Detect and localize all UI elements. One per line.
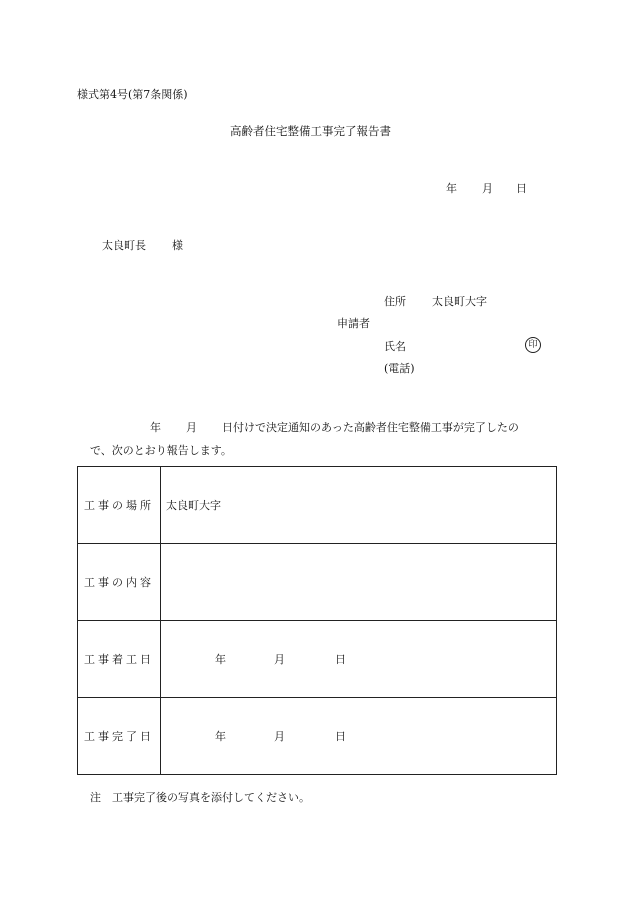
start-day: 日: [335, 653, 346, 666]
name-label: 氏名: [384, 340, 406, 353]
body-line1: 日付けで決定通知のあった高齢者住宅整備工事が完了したの: [222, 421, 519, 434]
row-label-completion-date: 工事完了日: [78, 698, 161, 775]
address-label: 住所: [384, 295, 406, 308]
start-month: 月: [274, 653, 285, 666]
row-label-start-date: 工事着工日: [78, 621, 161, 698]
seal-mark: 印: [525, 337, 541, 353]
document-title: 高齢者住宅整備工事完了報告書: [230, 124, 391, 138]
table-row: [78, 544, 557, 621]
row-value-completion-date: [161, 698, 557, 775]
footnote: 注 工事完了後の写真を添付してください。: [90, 791, 310, 804]
table-row: [78, 621, 557, 698]
location-value: 太良町大字: [166, 499, 221, 512]
row-label-content: 工事の内容: [78, 544, 161, 621]
table-row: [78, 467, 557, 544]
form-number: 様式第4号(第7条関係): [77, 88, 188, 101]
row-value-location: [161, 467, 557, 544]
date-day: 日: [516, 182, 527, 195]
body-month: 月: [186, 421, 197, 434]
completion-month: 月: [274, 730, 285, 743]
completion-day: 日: [335, 730, 346, 743]
addressee-honorific: 様: [172, 239, 183, 252]
completion-year: 年: [215, 730, 226, 743]
applicant-label: 申請者: [337, 317, 370, 330]
report-table: [77, 466, 557, 775]
address-value: 太良町大字: [432, 295, 487, 308]
date-month: 月: [482, 182, 493, 195]
body-year: 年: [150, 421, 161, 434]
row-label-location: 工事の場所: [78, 467, 161, 544]
row-value-start-date: [161, 621, 557, 698]
date-year: 年: [446, 182, 457, 195]
addressee-name: 太良町長: [102, 239, 146, 252]
table-row: [78, 698, 557, 775]
phone-label: (電話): [384, 362, 415, 375]
row-value-content: [161, 544, 557, 621]
body-line2: で、次のとおり報告します。: [90, 444, 232, 457]
start-year: 年: [215, 653, 226, 666]
